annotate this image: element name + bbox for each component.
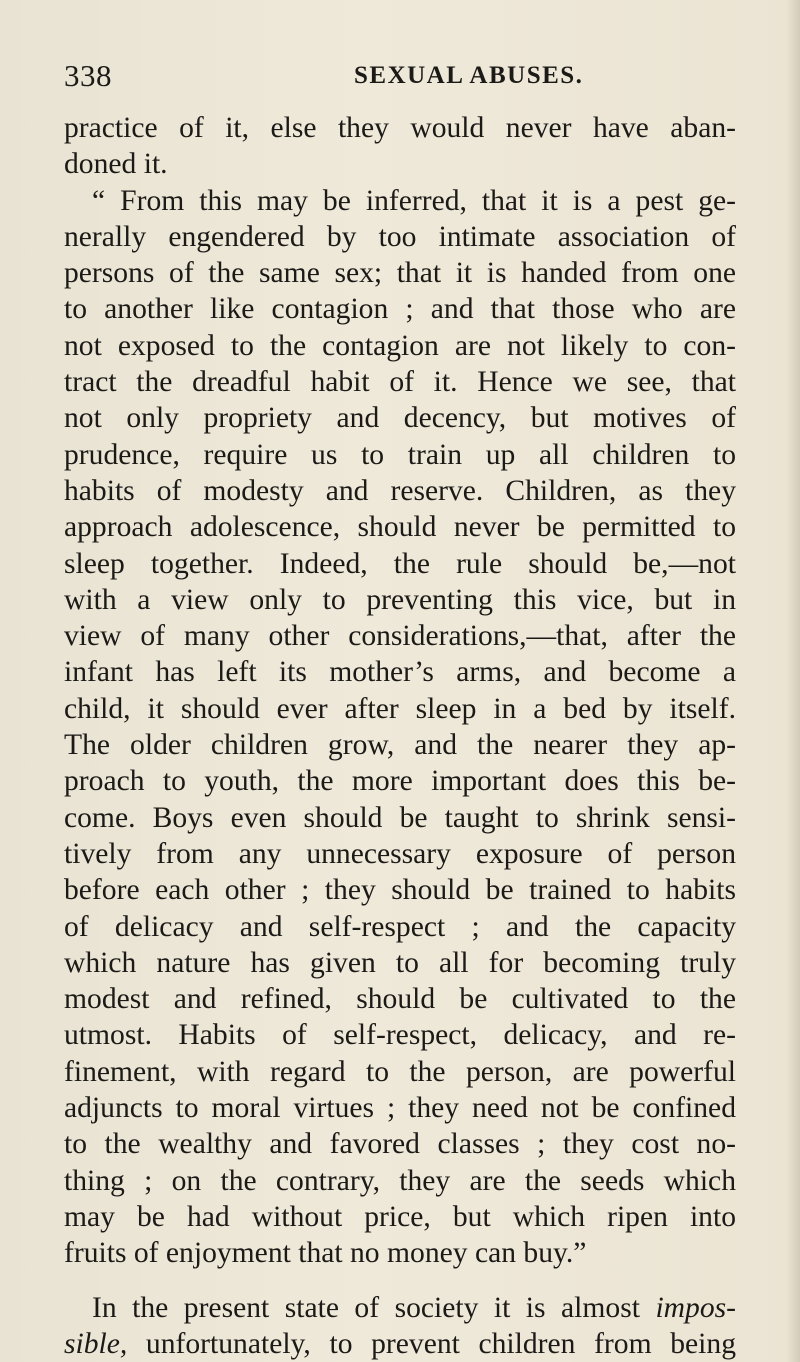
- text-line: utmost. Habits of self-respect, delicacy, and re-: [64, 1019, 736, 1052]
- text-line: sleep together. Indeed, the rule should be,—not: [64, 547, 736, 580]
- paragraph: [64, 1290, 736, 1362]
- body-text: [64, 110, 736, 1362]
- text-line: infant has left its mother’s arms, and become a: [64, 656, 736, 689]
- text-line: prudence, require us to train up all children to: [64, 438, 736, 471]
- text-line: not exposed to the contagion are not likely to con-: [64, 329, 736, 362]
- text-line: modest and refined, should be cultivated to the: [64, 983, 736, 1016]
- text-line: of delicacy and self-respect ; and the capacity: [64, 910, 736, 943]
- text-line: persons of the same sex; that it is handed from one: [64, 257, 736, 290]
- text-line: In the present state of society it is almost impos-: [92, 1291, 736, 1324]
- text-line: doned it.: [64, 148, 168, 181]
- text-line: adjuncts to moral virtues ; they need not be confined: [64, 1092, 736, 1125]
- text-line: nerally engendered by too intimate association of: [64, 220, 736, 253]
- text-line: to another like contagion ; and that those who are: [64, 293, 736, 326]
- text-line: thing ; on the contrary, they are the seeds which: [64, 1164, 736, 1197]
- text-line: approach adolescence, should never be permitted to: [64, 511, 736, 544]
- text-line: may be had without price, but which ripen into: [64, 1200, 736, 1233]
- running-head: [64, 58, 734, 98]
- paragraph-gap: [64, 1272, 736, 1290]
- text-line: tively from any unnecessary exposure of person: [64, 837, 736, 870]
- page-number: 338: [64, 58, 112, 93]
- text-line: come. Boys even should be taught to shrink sensi-: [64, 801, 736, 834]
- paragraph: [64, 110, 736, 183]
- text-line: practice of it, else they would never have aban-: [64, 112, 736, 144]
- paragraph: [64, 183, 736, 1272]
- text-line: finement, with regard to the person, are powerful: [64, 1055, 736, 1088]
- text-line: proach to youth, the more important does this be-: [64, 765, 736, 798]
- text-line: sible, unfortunately, to prevent children from being: [64, 1327, 736, 1360]
- text-line: habits of modesty and reserve. Children, as they: [64, 474, 736, 507]
- text-line: fruits of enjoyment that no money can buy.”: [64, 1237, 587, 1270]
- text-line: tract the dreadful habit of it. Hence we see, that: [64, 366, 736, 399]
- text-line: to the wealthy and favored classes ; they cost no-: [64, 1128, 736, 1161]
- text-line: with a view only to preventing this vice, but in: [64, 583, 736, 616]
- text-line: “ From this may be inferred, that it is a pest ge-: [92, 184, 736, 217]
- text-line: not only propriety and decency, but motives of: [64, 402, 736, 435]
- text-line: child, it should ever after sleep in a bed by itself.: [64, 692, 736, 725]
- text-line: which nature has given to all for becoming truly: [64, 946, 736, 979]
- running-title: SEXUAL ABUSES.: [354, 62, 584, 89]
- text-line: before each other ; they should be trained to habits: [64, 874, 736, 907]
- page-edge-shadow: [786, 0, 800, 1362]
- text-line: The older children grow, and the nearer they ap-: [64, 729, 736, 762]
- text-line: view of many other considerations,—that, after the: [64, 620, 736, 653]
